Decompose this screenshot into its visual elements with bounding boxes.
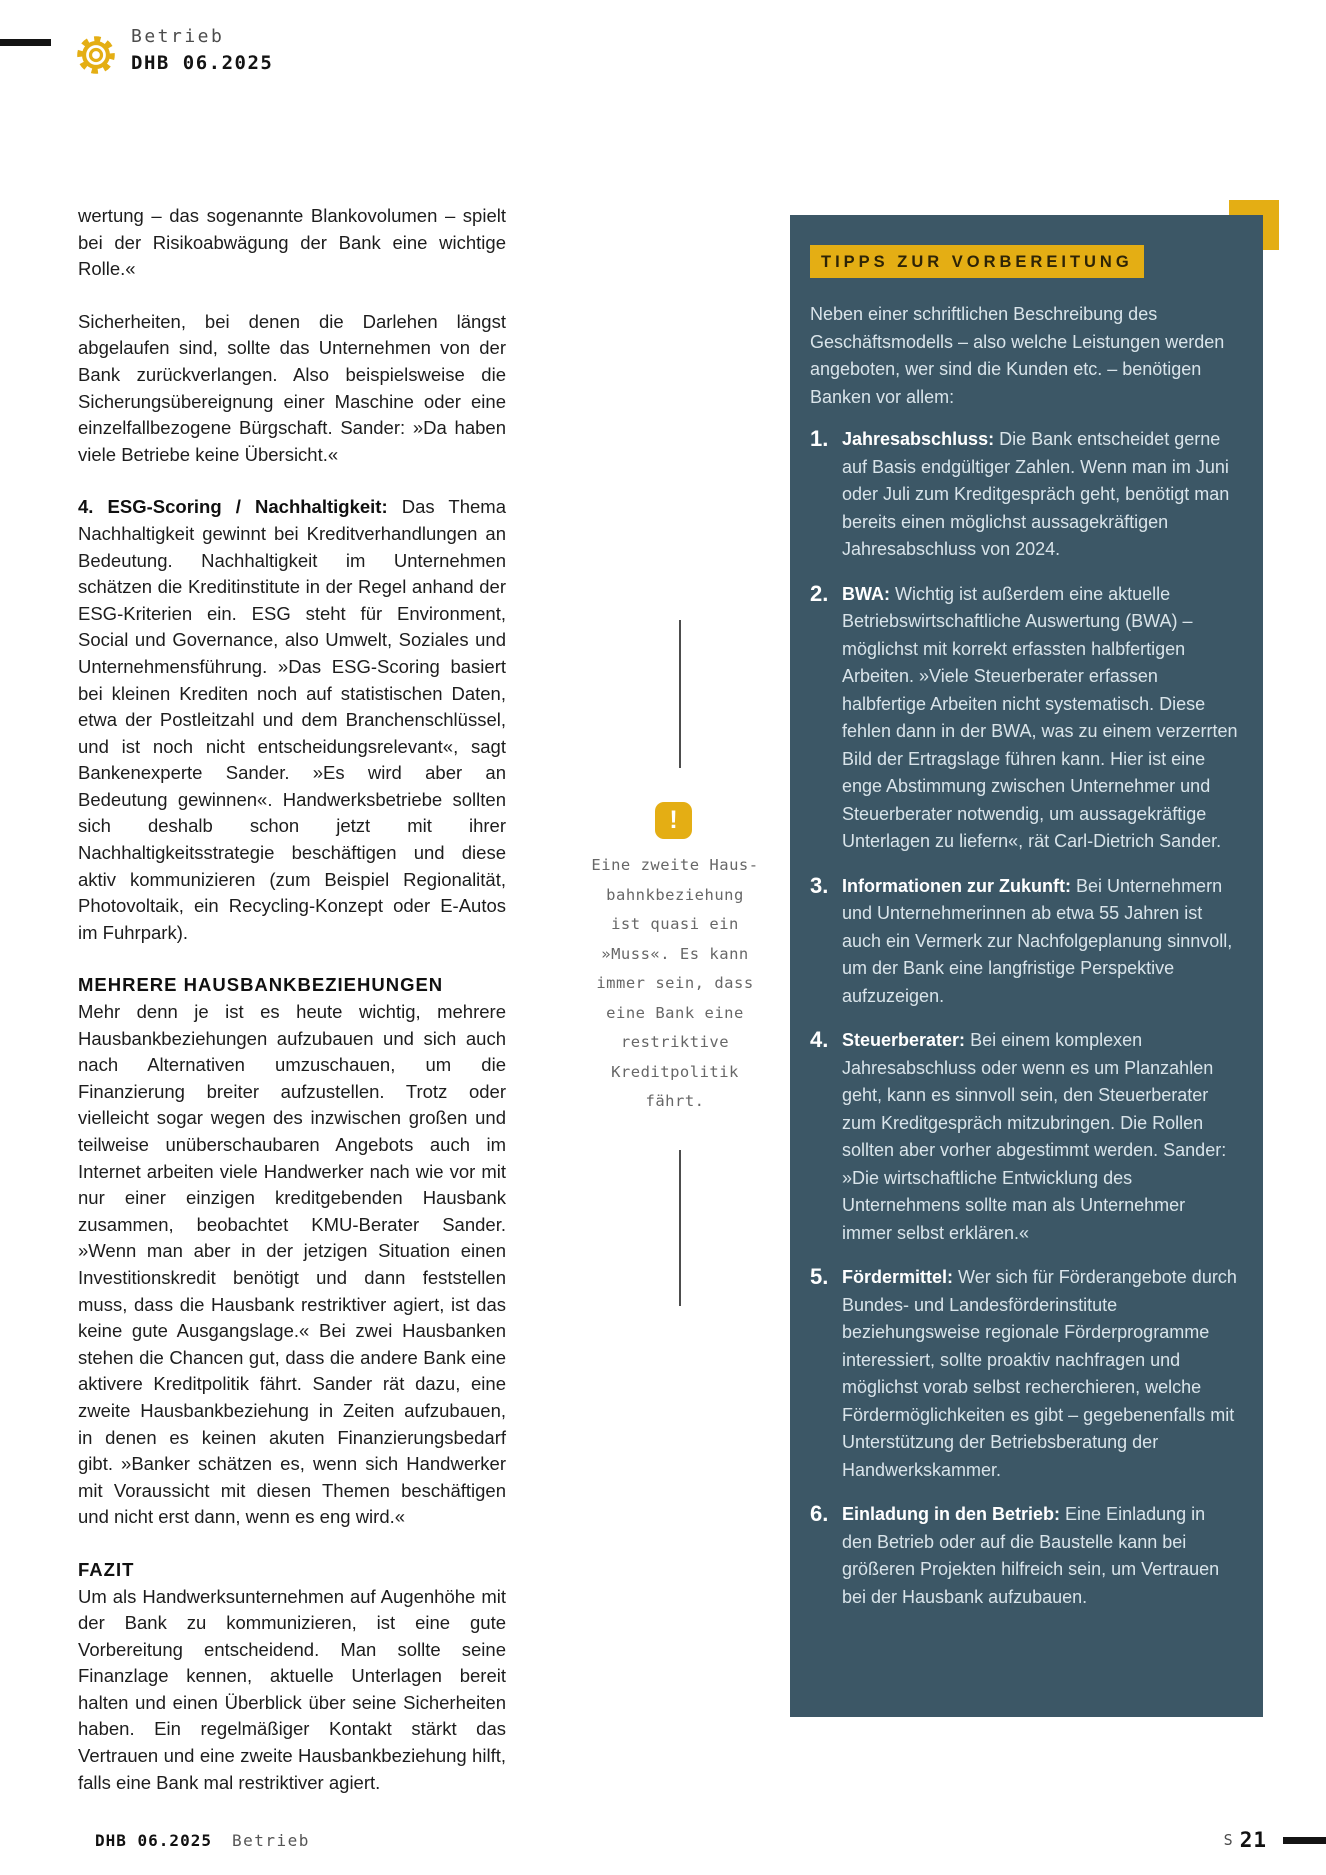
tip-label: Jahresabschluss: bbox=[842, 429, 995, 449]
footer-left bbox=[95, 1831, 310, 1850]
tip-item-2 bbox=[810, 581, 1239, 856]
tip-label: Fördermittel: bbox=[842, 1267, 954, 1287]
pullquote-line: bahnkbeziehung bbox=[606, 885, 744, 904]
divider-line-top bbox=[679, 620, 681, 768]
article-paragraph-4: Mehr denn je ist es heute wichtig, mehrere Hausbankbeziehungen aufzubauen und sich auch nach Alternativen umzuschauen, um die Finanzierung breiter aufzustellen. Trotz oder vielleicht sogar wegen des inzwischen großen und teilweise unüberschaubaren Angebots auch im Internet arbeiten viele Handwerker nach wie vor mit nur einer einzigen kreditgebenden Hausbank zusammen, beobachtet KMU-Berater Sander. »Wenn man aber in der jetzigen Situation einen Investitionskredit benötigt und dann feststellen muss, dass die Hausbank restriktiver agiert, ist das keine gute Ausgangslage.« Bei zwei Hausbanken stehen die Chancen gut, dass die andere Bank eine aktivere Kreditpolitik fährt. Sander rät dazu, eine zweite Hausbankbeziehung in Zeiten aufzubauen, in denen es keinen akuten Finanzierungsbedarf gibt. »Banker schätzen es, wenn sich Handwerker mit Voraussicht mit diesen Themen beschäftigen und nicht erst dann, wenn es eng wird.« bbox=[78, 1001, 506, 1528]
tip-body bbox=[842, 581, 1239, 856]
article-paragraph-3-text: Das Thema Nachhaltigkeit gewinnt bei Kreditverhandlungen an Bedeutung. Nachhaltigkeit im Unternehmen schätzen die Kreditinstitute in der Regel anhand der ESG-Kriterien ein. ESG steht für Environment, Social und Governance, also Umwelt, Soziales und Unternehmensführung. »Das ESG-Scoring basiert bei kleinen Krediten noch auf statistischen Daten, etwa der Postleitzahl und dem Branchenschlüssel, und ist noch nicht entscheidungsrelevant«, sagt Bankenexperte Sander. »Es wird aber an Bedeutung gewinnen«. Handwerksbetriebe sollten sich deshalb schon jetzt mit ihrer Nachhaltigkeitsstrategie beschäftigen und diese aktiv kommunizieren (zum Beispiel Regionalität, Photovoltaik, ein Recycling-Konzept oder E-Autos im Fuhrpark). bbox=[78, 496, 507, 943]
article-paragraph-3-lead: 4. ESG-Scoring / Nachhaltigkeit: bbox=[78, 496, 388, 518]
tip-item-5 bbox=[810, 1264, 1239, 1484]
pullquote-line: »Muss«. Es kann bbox=[601, 944, 749, 963]
article-paragraph-2: Sicherheiten, bei denen die Darlehen längst abgelaufen sind, sollte das Unternehmen von der Bank zurückverlangen. Also beispielsweise die Sicherungsübereignung einer Maschine oder eine einzelfallbezogene Bürgschaft. Sander: »Da haben viele Betriebe keine Übersicht.« bbox=[78, 310, 506, 465]
tips-title-row bbox=[810, 245, 1239, 278]
pullquote-line: restriktive bbox=[620, 1033, 730, 1051]
header-text bbox=[131, 26, 273, 74]
exclamation-icon: ! bbox=[655, 802, 692, 839]
section-heading-fazit: FAZIT bbox=[78, 1558, 135, 1580]
tip-text: Bei Unternehmern und Unternehmerinnen ab etwa 55 Jahren ist auch ein Vermerk zur Nachfolgeplanung sinnvoll, um der Bank eine langfristige Perspektive aufzuzeigen. bbox=[842, 875, 1233, 1006]
tip-number: 2. bbox=[810, 580, 829, 606]
tip-number: 5. bbox=[810, 1264, 829, 1289]
divider-line-bottom bbox=[679, 1150, 681, 1306]
article-column bbox=[78, 203, 506, 1822]
pullquote-line: Kreditpolitik bbox=[611, 1062, 739, 1081]
section-heading-hausbankbeziehungen: MEHRERE HAUSBANKBEZIEHUNGEN bbox=[78, 974, 444, 996]
article-paragraph-1: wertung – das sogenannte Blankovolumen – spielt bei der Risikoabwägung der Bank eine wichtige Rolle.« bbox=[78, 205, 506, 280]
tip-text: Wer sich für Förderangebote durch Bundes- und Landesförderinstitute beziehungsweise regionale Förderprogramme interessiert, sollte proaktiv nachfragen und möglichst vorab selbst recherchieren, welche Fördermöglichkeiten es gibt – gegebenenfalls mit Unterstützung der Betriebsberatung der Handwerkskammer. bbox=[842, 1267, 1237, 1480]
tip-number: 3. bbox=[810, 872, 829, 898]
tips-panel bbox=[790, 215, 1263, 1717]
tip-body bbox=[842, 1027, 1239, 1247]
tip-text: Bei einem komplexen Jahresabschluss oder wenn es um Planzahlen geht, kann es sinnvoll sein, den Steuerberater zum Kreditgespräch mitzubringen. Die Rollen sollten aber vorher abgestimmt werden. Sander: »Die wirtschaftliche Entwicklung des Unternehmens sollte man als Unternehmer immer selbst erklären.« bbox=[842, 1030, 1227, 1243]
tip-item-3 bbox=[810, 873, 1239, 1011]
tip-body bbox=[842, 426, 1239, 564]
footer-issue-label: DHB 06.2025 bbox=[95, 1831, 212, 1850]
page-header bbox=[74, 26, 273, 78]
tip-text: Die Bank entscheidet gerne auf Basis endgültiger Zahlen. Wenn man im Juni oder Juli zum Kreditgespräch geht, benötigt man bereits einen möglichst aussagekräftigen Jahresabschluss von 2024. bbox=[842, 429, 1230, 559]
tip-label: Einladung in den Betrieb: bbox=[842, 1504, 1061, 1524]
tip-label: Informationen zur Zukunft: bbox=[842, 875, 1071, 896]
tip-body bbox=[842, 1501, 1239, 1611]
tip-item-1 bbox=[810, 426, 1239, 564]
tip-number: 4. bbox=[810, 1027, 829, 1052]
pullquote-line: fährt. bbox=[645, 1092, 705, 1110]
header-issue-label: DHB 06.2025 bbox=[131, 52, 274, 74]
footer-right-rule bbox=[1283, 1837, 1326, 1844]
top-left-rule bbox=[0, 39, 51, 46]
tip-text: Eine Einladung in den Betrieb oder auf die Baustelle kann bei größeren Projekten hilfreich sein, um Vertrauen bei der Hausbank aufzubauen. bbox=[842, 1504, 1220, 1607]
tip-item-6 bbox=[810, 1501, 1239, 1611]
tips-panel-title: TIPPS ZUR VORBEREITUNG bbox=[810, 245, 1144, 278]
tips-intro-text: Neben einer schriftlichen Beschreibung des Geschäftsmodells – also welche Leistungen werden angeboten, wer sind die Kunden etc. – benötigen Banken vor allem: bbox=[810, 304, 1225, 407]
pullquote-line: ist quasi ein bbox=[611, 915, 739, 933]
tip-number: 1. bbox=[810, 426, 829, 451]
gear-icon bbox=[74, 32, 118, 78]
tip-body bbox=[842, 873, 1239, 1011]
pullquote-line: eine Bank eine bbox=[606, 1003, 744, 1022]
article-paragraph-3 bbox=[78, 494, 506, 946]
footer-right bbox=[1224, 1828, 1326, 1852]
tips-list bbox=[810, 426, 1239, 1611]
footer-section-label: Betrieb bbox=[231, 1831, 310, 1850]
article-paragraph-5: Um als Handwerksunternehmen auf Augenhöhe mit der Bank zu kommunizieren, ist eine gute Vorbereitung entscheidend. Man sollte seine Finanzlage kennen, aktuelle Unterlagen bereit halten und einen Überblick über seine Sicherheiten haben. Ein regelmäßiger Kontakt stärkt das Vertrauen und eine zweite Hausbankbeziehung hilft, falls eine Bank mal restriktiver agiert. bbox=[78, 1585, 506, 1793]
pullquote-text bbox=[566, 851, 784, 1117]
tip-label: BWA: bbox=[842, 583, 890, 604]
tip-label: Steuerberater: bbox=[842, 1030, 966, 1050]
tip-number: 6. bbox=[810, 1501, 829, 1526]
header-section-label: Betrieb bbox=[131, 26, 225, 47]
tip-item-4 bbox=[810, 1027, 1239, 1247]
footer-page-prefix: S bbox=[1223, 1831, 1233, 1849]
pullquote-line: immer sein, dass bbox=[596, 974, 754, 992]
tip-body bbox=[842, 1264, 1239, 1484]
tip-text: Wichtig ist außerdem eine aktuelle Betriebswirtschaftliche Auswertung (BWA) – möglichst mit korrekt erfassten halbfertigen Arbeiten. »Viele Steuerberater erfassen halbfertige Arbeiten nicht systematisch. Diese fehlen dann in der BWA, was zu einem verzerrten Bild der Ertragslage führen kann. Hier ist eine enge Abstimmung zwischen Unternehmer und Steuerberater notwendig, um aussagekräftige Unterlagen zu liefern«, rät Carl-Dietrich Sander. bbox=[842, 583, 1238, 851]
footer-page-number: 21 bbox=[1239, 1828, 1267, 1852]
pullquote-line: Eine zweite Haus- bbox=[591, 856, 759, 874]
